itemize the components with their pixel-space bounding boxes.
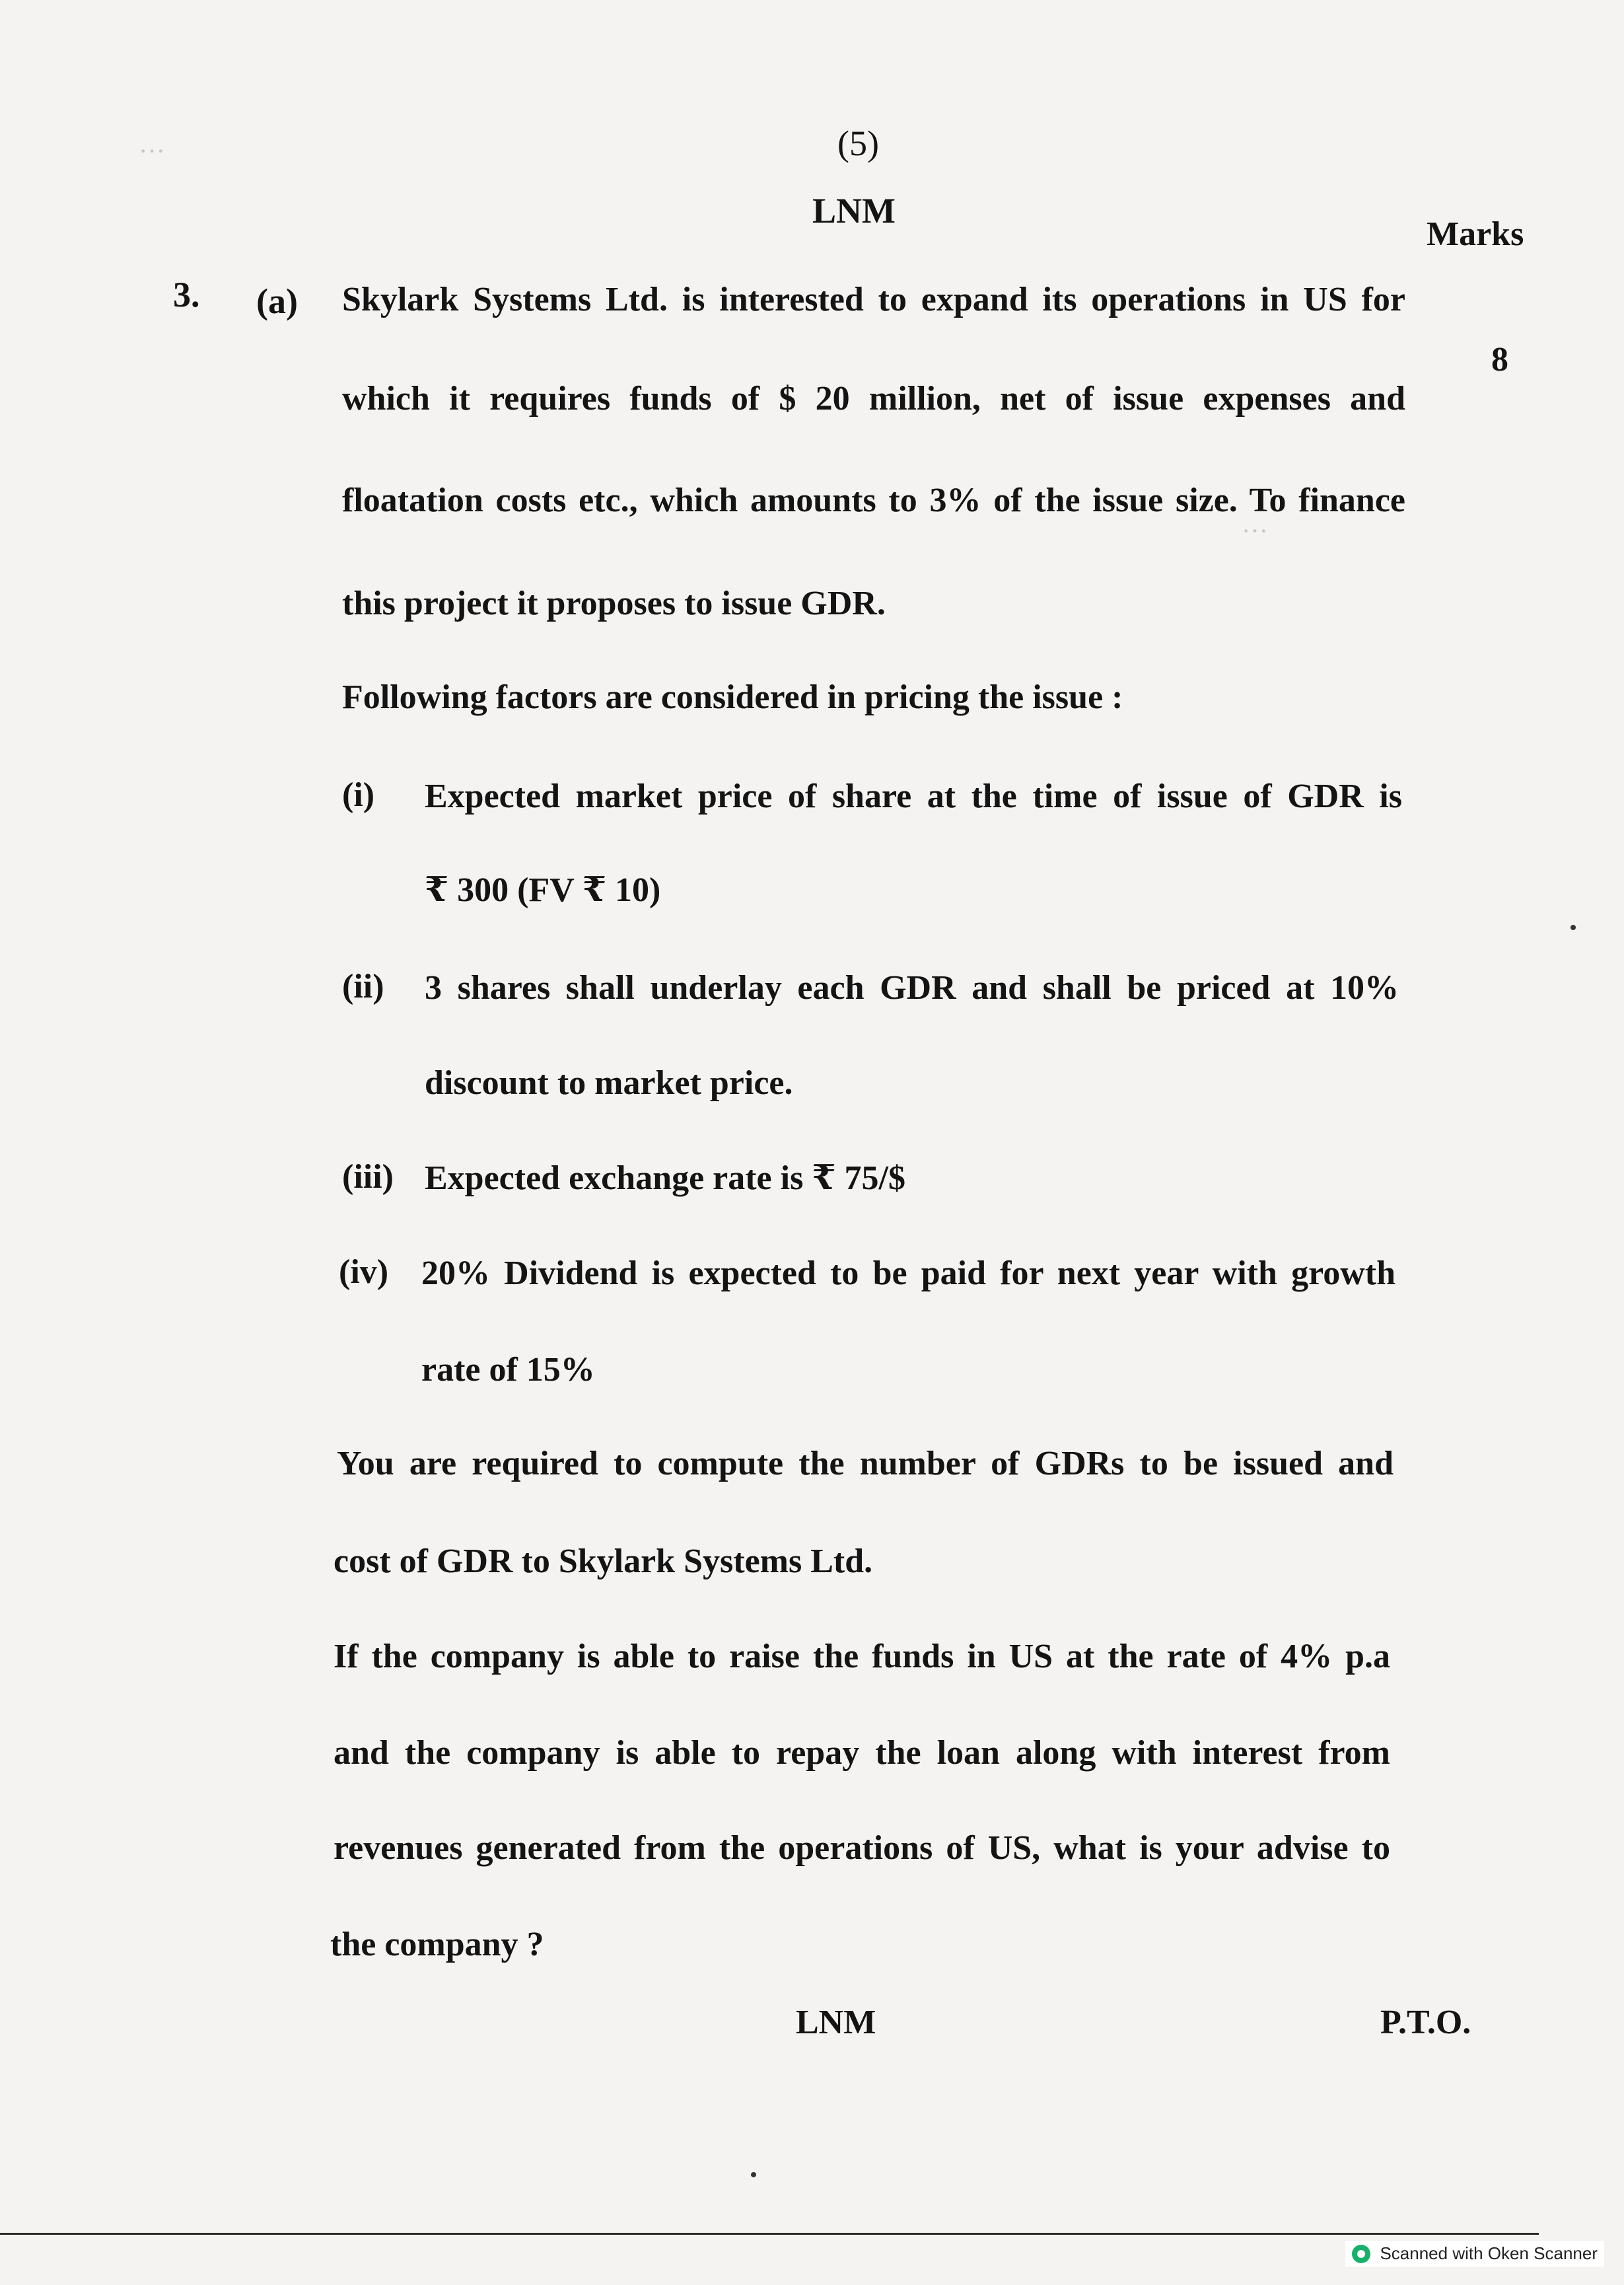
followup-line-4: the company ? bbox=[330, 1926, 544, 1963]
followup-line-2: and the company is able to repay the loan along with interest from bbox=[334, 1734, 1390, 1772]
ink-dot bbox=[751, 2172, 756, 2177]
requirement-line-2: cost of GDR to Skylark Systems Ltd. bbox=[334, 1542, 873, 1580]
question-number: 3. bbox=[173, 275, 200, 314]
factor-iii-line-1: Expected exchange rate is ₹ 75/$ bbox=[425, 1159, 905, 1197]
page-number: (5) bbox=[837, 124, 879, 163]
bottom-rule bbox=[0, 2233, 1539, 2235]
factor-label-iv: (iv) bbox=[339, 1253, 389, 1291]
followup-line-3: revenues generated from the operations of US, what is your advise to bbox=[334, 1829, 1390, 1867]
intro-line-4: this project it proposes to issue GDR. bbox=[342, 585, 886, 622]
marks-heading: Marks bbox=[1427, 215, 1524, 253]
scanner-credit: Scanned with Oken Scanner bbox=[1380, 2243, 1598, 2263]
header-code: LNM bbox=[812, 191, 896, 231]
bleed-through-text: ··· bbox=[1242, 516, 1268, 546]
intro-line-2: which it requires funds of $ 20 million, net of issue expenses and bbox=[342, 380, 1405, 417]
factor-label-i: (i) bbox=[342, 776, 375, 814]
factors-heading: Following factors are considered in pricing the issue : bbox=[342, 678, 1123, 716]
intro-line-1: Skylark Systems Ltd. is interested to expand its operations in US for bbox=[342, 281, 1405, 318]
question-marks: 8 bbox=[1491, 341, 1508, 379]
factor-iv-line-1: 20% Dividend is expected to be paid for next year with growth bbox=[421, 1254, 1395, 1292]
requirement-line-1: You are required to compute the number of GDRs to be issued and bbox=[337, 1445, 1394, 1482]
followup-line-1: If the company is able to raise the funds in US at the rate of 4% p.a bbox=[334, 1638, 1390, 1675]
factor-i-line-1: Expected market price of share at the time of issue of GDR is bbox=[425, 778, 1402, 815]
factor-ii-line-2: discount to market price. bbox=[425, 1064, 793, 1102]
intro-line-3: floatation costs etc., which amounts to 3% of the issue size. To finance bbox=[342, 482, 1405, 519]
ink-dot bbox=[1571, 925, 1576, 930]
factor-i-line-2: ₹ 300 (FV ₹ 10) bbox=[425, 871, 661, 909]
factor-ii-line-1: 3 shares shall underlay each GDR and shall be priced at 10% bbox=[425, 969, 1399, 1007]
pto-label: P.T.O. bbox=[1380, 2004, 1471, 2041]
factor-label-ii: (ii) bbox=[342, 968, 384, 1005]
bleed-through-text: ··· bbox=[139, 136, 165, 166]
scanner-watermark bbox=[1345, 2241, 1604, 2267]
oken-logo-icon bbox=[1352, 2245, 1370, 2263]
factor-label-iii: (iii) bbox=[342, 1158, 394, 1196]
question-part: (a) bbox=[256, 281, 298, 321]
footer-code: LNM bbox=[796, 2004, 876, 2041]
factor-iv-line-2: rate of 15% bbox=[421, 1351, 595, 1389]
